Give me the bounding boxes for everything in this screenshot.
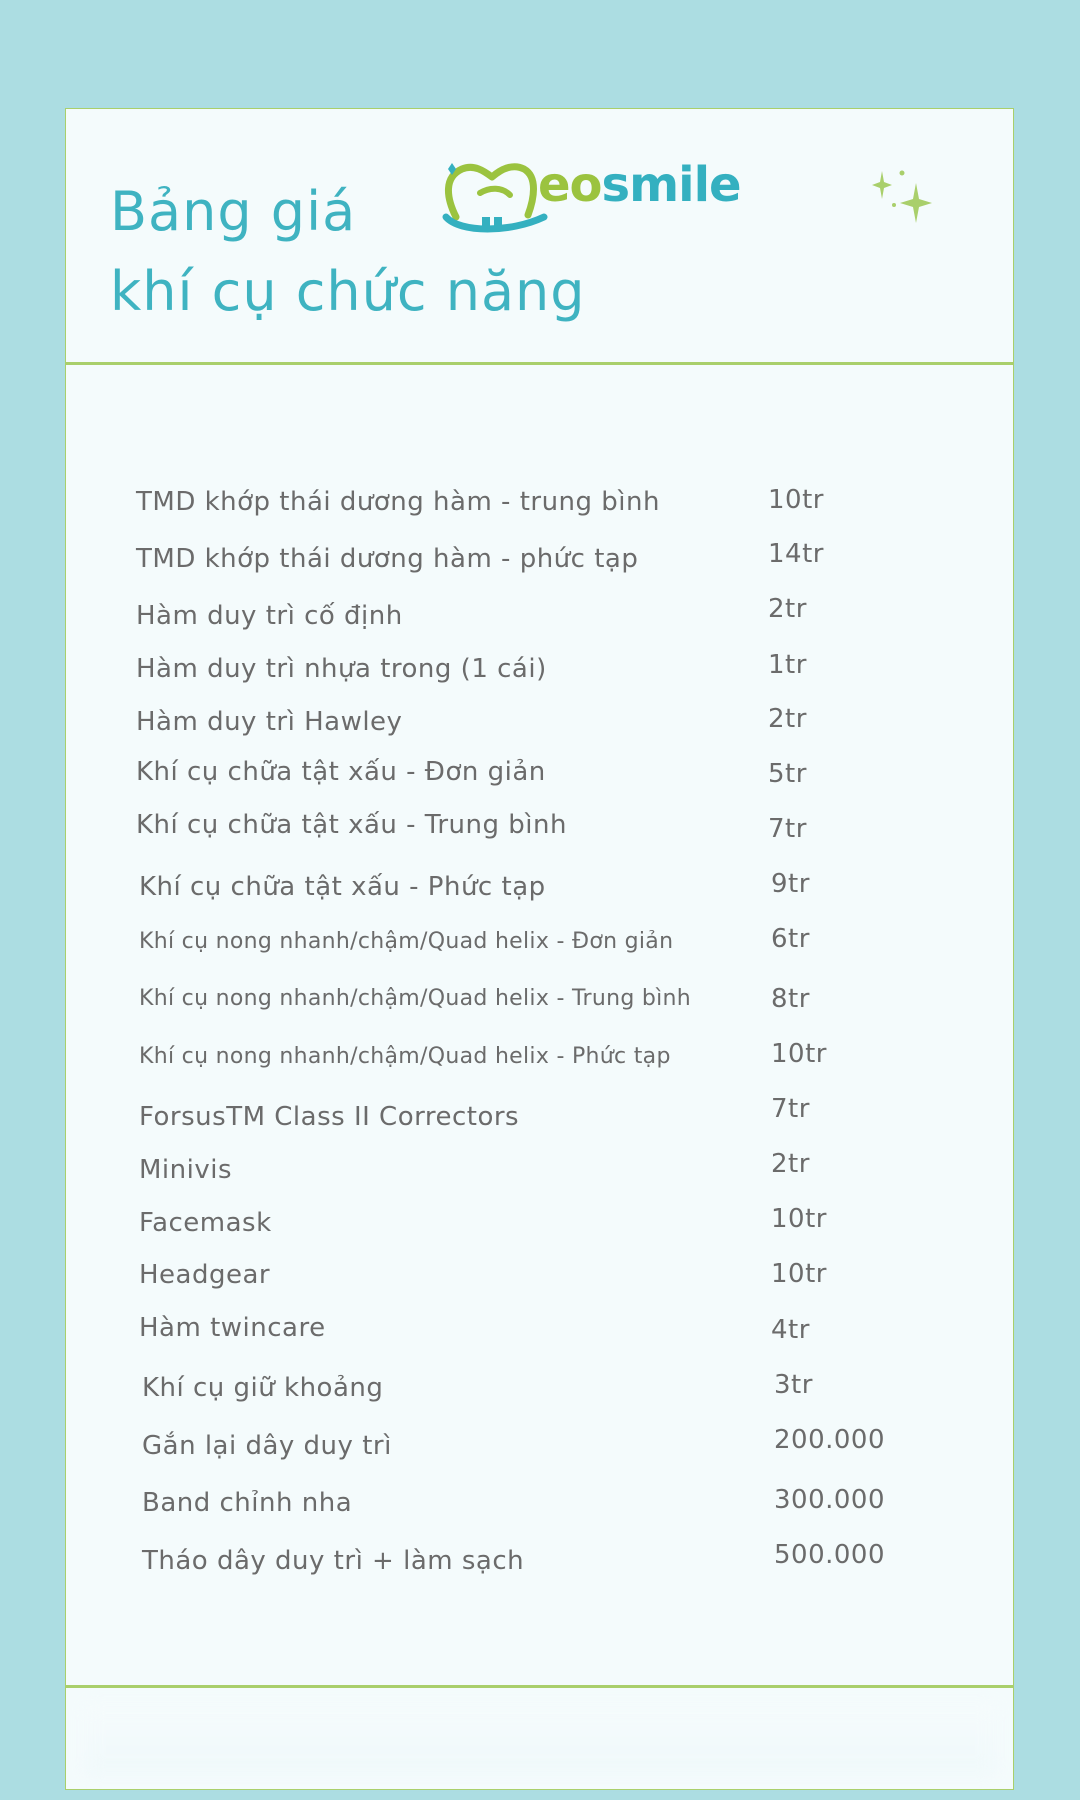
page-title-line-2: khí cụ chức năng (110, 260, 586, 323)
price-item-name: Hàm twincare (139, 1313, 326, 1343)
price-item-name: TMD khớp thái dương hàm - phức tạp (136, 544, 639, 574)
brand-logo-prefix: eo (538, 157, 602, 213)
price-item-name: Khí cụ chữa tật xấu - Trung bình (136, 810, 567, 840)
brand-logo-suffix: smile (601, 157, 741, 213)
price-item-name: TMD khớp thái dương hàm - trung bình (136, 487, 660, 517)
price-item-value: 2tr (768, 704, 807, 734)
price-item-name: Khí cụ chữa tật xấu - Phức tạp (139, 872, 546, 902)
card-header (66, 109, 1013, 365)
price-item-value: 2tr (771, 1149, 810, 1179)
tooth-logo-icon (440, 157, 550, 237)
price-card (65, 108, 1014, 1790)
price-item-name: ForsusTM Class II Correctors (139, 1102, 520, 1132)
price-item-name: Khí cụ nong nhanh/chậm/Quad helix - Trung bình (139, 986, 692, 1011)
price-item-name: Headgear (139, 1260, 271, 1290)
price-item-value: 10tr (771, 1204, 827, 1234)
brand-logo-text (538, 157, 741, 213)
price-item-name: Hàm duy trì Hawley (136, 707, 403, 737)
price-item-value: 10tr (771, 1259, 827, 1289)
price-item-value: 200.000 (774, 1425, 886, 1455)
price-item-name: Tháo dây duy trì + làm sạch (142, 1546, 525, 1576)
price-item-name: Minivis (139, 1155, 233, 1185)
price-item-value: 1tr (768, 650, 807, 680)
price-item-name: Band chỉnh nha (142, 1488, 353, 1518)
price-item-value: 2tr (768, 594, 807, 624)
price-item-value: 9tr (771, 869, 810, 899)
price-item-name: Gắn lại dây duy trì (142, 1431, 392, 1461)
price-item-value: 7tr (771, 1094, 810, 1124)
price-item-value: 14tr (768, 539, 824, 569)
price-item-value: 10tr (768, 485, 824, 515)
price-item-value: 6tr (771, 924, 810, 954)
sparkle-icon (872, 169, 936, 223)
footer-divider (66, 1685, 1013, 1688)
price-item-name: Khí cụ nong nhanh/chậm/Quad helix - Phức tạp (139, 1044, 671, 1069)
price-item-name: Hàm duy trì nhựa trong (1 cái) (136, 654, 547, 684)
price-item-value: 500.000 (774, 1540, 886, 1570)
footer-area (86, 1704, 995, 1774)
price-item-value: 300.000 (774, 1485, 886, 1515)
brand-logo (440, 157, 780, 237)
price-item-name: Hàm duy trì cố định (136, 601, 403, 631)
price-item-value: 8tr (771, 984, 810, 1014)
price-item-name: Khí cụ chữa tật xấu - Đơn giản (136, 757, 546, 787)
price-item-value: 10tr (771, 1039, 827, 1069)
price-item-value: 5tr (768, 759, 807, 789)
price-item-name: Facemask (139, 1208, 272, 1238)
page-title-line-1: Bảng giá (110, 180, 357, 243)
price-item-value: 3tr (774, 1370, 813, 1400)
price-item-value: 7tr (768, 814, 807, 844)
price-item-value: 4tr (771, 1315, 810, 1345)
price-item-name: Khí cụ giữ khoảng (142, 1373, 384, 1403)
price-item-name: Khí cụ nong nhanh/chậm/Quad helix - Đơn giản (139, 929, 674, 954)
